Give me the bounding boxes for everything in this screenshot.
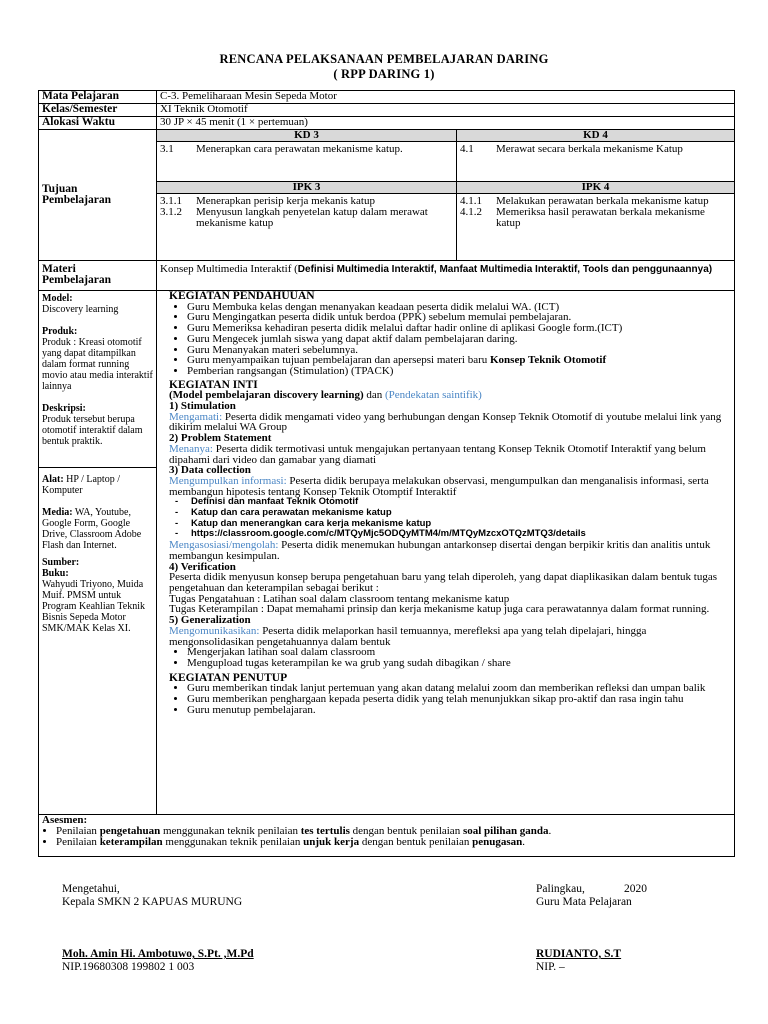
penutup-heading: KEGIATAN PENUTUP <box>169 671 288 684</box>
rpp-table <box>38 90 735 857</box>
list-item: - Katup dan cara perawatan mekanisme katup <box>191 508 731 519</box>
materi-label: Materi Pembelajaran <box>39 261 157 291</box>
year-text: 2020 <box>624 883 647 895</box>
classroom-link[interactable]: - https://classroom.google.com/c/MTQyMjc5ODQyMTM4/m/MTQyMzcxOTQzMTQ3/details <box>191 529 731 540</box>
list-item: • Guru Mengingatkan peserta didik untuk berdoa (PPK) sebelum memulai pembelajaran. <box>187 312 731 323</box>
list-item: • Penilaian pengetahuan menggunakan teknik penilaian tes tertulis dengan bentuk penilaian soal pilihan ganda. <box>56 826 731 837</box>
list-item: • Guru memberikan tindak lanjut pertemuan yang akan datang melalui zoom dan memberikan refleksi dan umpan balik <box>187 683 731 694</box>
tujuan-label: Tujuan Pembelajaran <box>39 130 157 261</box>
list-item: • Mengerjakan latihan soal dalam classroom <box>187 647 731 658</box>
list-item: • Penilaian keterampilan menggunakan teknik penilaian unjuk kerja dengan bentuk penilaian penugasan. <box>56 837 731 848</box>
list-item: • Guru Membuka kelas dengan menanyakan keadaan peserta didik melalui WA. (ICT) <box>187 302 731 313</box>
ipk4-header: IPK 4 <box>457 182 735 194</box>
inti-heading: KEGIATAN INTI <box>169 378 258 391</box>
alokasi-value: 30 JP × 45 menit (1 × pertemuan) <box>157 117 735 130</box>
row-alokasi <box>39 117 735 130</box>
asesmen-cell <box>39 815 735 857</box>
alokasi-label: Alokasi Waktu <box>39 117 157 130</box>
ipk3-header: IPK 3 <box>157 182 457 194</box>
nip-left: NIP.19680308 199802 1 003 <box>62 961 195 973</box>
list-item: • Guru Memeriksa kehadiran peserta didik melalui daftar hadir online di aplikasi Google form.(ICT) <box>187 323 731 334</box>
inti-model: (Model pembelajaran discovery learning) dan (Pendekatan saintifik) <box>169 389 482 402</box>
place-text: Palingkau, <box>536 883 585 895</box>
ipk3-cell: 3.1.1 Menerapkan perisip kerja mekanis katup 3.1.2 Menyusun langkah penyetelan katup dalam merawat mekanisme katup <box>157 194 457 261</box>
step-data: 3) Data collection <box>169 464 251 477</box>
kd4-cell: 4.1 Merawat secara berkala mekanisme Katup <box>457 142 735 182</box>
mapel-value: C-3. Pemeliharaan Mesin Sepeda Motor <box>157 91 735 104</box>
list-item: - Definisi dan manfaat Teknik Otomotif <box>191 497 731 508</box>
name-right: RUDIANTO, S.T <box>536 948 622 960</box>
step-generalization: 5) Generalization <box>169 614 251 627</box>
step-verification: 4) Verification <box>169 560 236 573</box>
nip-right: NIP. – <box>536 961 565 973</box>
kepala-text: Kepala SMKN 2 KAPUAS MURUNG <box>62 896 243 908</box>
list-item: • Guru Mengecek jumlah siswa yang dapat aktif dalam pembelajaran daring. <box>187 334 731 345</box>
list-item: • Pemberian rangsangan (Stimulation) (TPACK) <box>187 366 731 377</box>
list-item: • Guru menutup pembelajaran. <box>187 705 731 716</box>
document-title: RENCANA PELAKSANAAN PEMBELAJARAN DARING <box>219 52 549 66</box>
kd3-cell: 3.1 Menerapkan cara perawatan mekanisme katup. <box>157 142 457 182</box>
name-left: Moh. Amin Hi. Ambotuwo, S.Pt. ,M.Pd <box>62 948 254 960</box>
list-item: • Mengupload tugas keterampilan ke wa grub yang sudah dibagikan / share <box>187 658 731 669</box>
pendahuluan-list <box>169 302 731 377</box>
kelas-value: XI Teknik Otomotif <box>157 104 735 117</box>
asesmen-heading: Asesmen: <box>42 814 88 826</box>
materi-value: Konsep Multimedia Interaktif (Definisi Multimedia Interaktif, Manfaat Multimedia Interaktif, Tools dan penggunaannya) <box>157 261 735 291</box>
document-subtitle: ( RPP DARING 1) <box>333 67 435 81</box>
step-problem: 2) Problem Statement <box>169 432 272 445</box>
ipk4-cell: 4.1.1 Melakukan perawatan berkala mekanisme katup 4.1.2 Memeriksa hasil perawatan berkala mekanisme katup <box>457 194 735 261</box>
kd4-header: KD 4 <box>457 130 735 142</box>
asesmen-list <box>42 826 731 848</box>
kd3-header: KD 3 <box>157 130 457 142</box>
guru-text: Guru Mata Pelajaran <box>536 896 632 908</box>
kelas-label: Kelas/Semester <box>39 104 157 117</box>
list-item: - Katup dan menerangkan cara kerja mekanisme katup <box>191 519 731 530</box>
penutup-list <box>169 683 731 715</box>
list-item: • Guru Menanyakan materi sebelumnya. <box>187 345 731 356</box>
generalization-list <box>169 647 731 668</box>
side-info: Model: Discovery learning Produk: Produk : Kreasi otomotif yang dapat ditampilkan dalam format running movio atau media interaktif lainnya Deskripsi: Produk tersebut berupa otomotif interaktif dalam bentuk praktik. Alat: HP / Laptop / Komputer Media: WA, Youtube, Google Form, Google Drive, Classroom Adobe Flash dan Internet. Sumber: Buku: Wahyudi Triyono, Muida Muif. PMSM untuk Program Keahlian Teknik Bisnis Sepeda Motor SMK/MAK Kelas XI. <box>39 291 157 815</box>
mapel-label: Mata Pelajaran <box>39 91 157 104</box>
pendahuluan-heading: KEGIATAN PENDAHUUAN <box>169 290 315 302</box>
row-mapel <box>39 91 735 104</box>
list-item: • Guru menyampaikan tujuan pembelajaran dan apersepsi materi baru Konsep Teknik Otomotif <box>187 355 731 366</box>
step-stimulation: 1) Stimulation <box>169 400 236 413</box>
list-item: • Guru memberikan penghargaan kepada peserta didik yang telah menunjukkan sikap pro-aktif dan rasa ingin tahu <box>187 694 731 705</box>
mengetahui-text: Mengetahui, <box>62 883 120 895</box>
row-kelas <box>39 104 735 117</box>
activities-cell: KEGIATAN PENDAHUUAN • Guru Membuka kelas dengan menanyakan keadaan peserta didik melalui WA. (ICT) • Guru Mengingatkan peserta didik untuk berdoa (PPK) sebelum memulai pembelajaran. • Guru Memeriksa kehadiran peserta didik melalui daftar hadir online di aplikasi Google form.(ICT) • Guru Mengecek jumlah siswa yang dapat aktif dalam pembelajaran daring. • Guru Menanyakan materi sebelumnya. • Guru menyampaikan tujuan pembelajaran dan apersepsi materi baru Konsep Teknik Otomotif • Pemberian rangsangan (Stimulation) (TPACK) KEGIATAN INTI (Model pembelajaran discovery learning) dan (Pendekatan saintifik) 1) Stimulation Mengamati: Peserta didik mengamati video yang berhubungan dengan Konsep Teknik Otomotif di youtube melalui link yang dikirim melalui WA Group 2) Problem Statement Menanya: Peserta didik termotivasi untuk mengajukan pertanyaan tentang Konsep Teknik Otomotif Interaktif yang belum dipahami dari video dan gamabar yang diamati 3) Data collection Mengumpulkan informasi: Peserta didik berupaya melakukan observasi, mengumpulkan dan menganalisis informasi, serta membangun hipotesis tentang Konsep Teknik Otomptif Interaktif - Definisi dan manfaat Teknik Otomotif - Katup dan cara perawatan mekanisme katup - Katup dan menerangkan cara kerja mekanisme katup - https://classroom.google.com/c/MTQyMjc5ODQyMTM4/m/MTQyMzcxOTQzMTQ3/details Mengasosiasi/mengolah: Peserta didik menemukan hubungan antarkonsep disertai dengan berpikir kritis dan analitis untuk membangun kesimpulan. 4) Verification Peserta didik menyusun konsep berupa pengetahuan baru yang telah diperoleh, yang dapat diaplikasikan dalam bentuk tugas pengetahuan dan keterampilan sebagai berikut : Tugas Pengatahuan : Latihan soal dalam classroom tentang mekanisme katup Tugas Keterampilan : Dapat memahami prinsip dan kerja mekanisme katup juga cara perawatannya dalam format running. 5) Generalization Mengomunikasikan: Peserta didik melaporkan hasil temuannya, merefleksi apa yang telah dipelajari, hingga mengonsolidasikan pengetahuannya dalam bentuk • Mengerjakan latihan soal dalam classroom • Mengupload tugas keterampilan ke wa grub yang sudah dibagikan / share KEGIATAN PENUTUP • Guru memberikan tindak lanjut pertemuan yang akan datang melalui zoom dan memberikan refleksi dan umpan balik • Guru memberikan penghargaan kepada peserta didik yang telah menunjukkan sikap pro-aktif dan rasa ingin tahu • Guru menutup pembelajaran. <box>157 291 735 815</box>
materi-list <box>169 497 731 540</box>
